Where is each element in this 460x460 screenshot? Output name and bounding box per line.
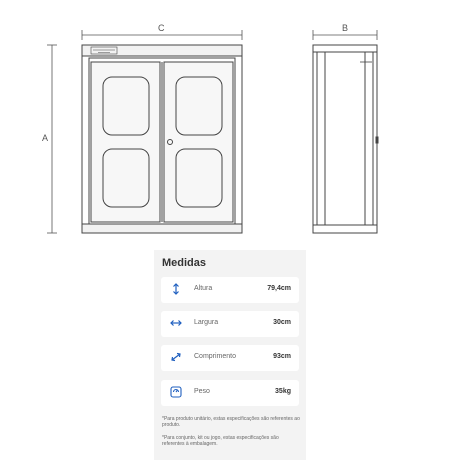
weight-icon: [169, 385, 183, 399]
horizontal-arrows-icon: [169, 316, 183, 330]
measure-value: 35kg: [275, 388, 291, 395]
cabinet-side-view: [313, 45, 378, 233]
measure-label: Comprimento: [194, 353, 237, 360]
measure-value: 93cm: [273, 353, 291, 360]
measure-row-width: [161, 311, 299, 337]
footnote-unit: *Para produto unitário, estas especificações são referentes ao produto.: [162, 416, 300, 428]
dimension-label-a: A: [42, 133, 49, 143]
measures-title: Medidas: [162, 257, 207, 269]
measure-row-length: [161, 345, 299, 371]
left-door: [91, 62, 160, 222]
measure-value: 30cm: [273, 319, 291, 326]
dimension-label-b: B: [342, 23, 349, 33]
vertical-arrows-icon: [169, 282, 183, 296]
cabinet-front-view: [82, 45, 242, 233]
footnote-kit: *Para conjunto, kit ou jogo, estas especificações são referentes à embalagem.: [162, 435, 279, 447]
measures-panel: [154, 250, 306, 460]
measure-label: Largura: [194, 319, 219, 326]
right-door: [164, 62, 233, 222]
measure-row-height: [161, 277, 299, 303]
diagonal-arrows-icon: [169, 350, 183, 364]
measure-value: 79,4cm: [267, 285, 291, 292]
measure-label: Altura: [194, 285, 213, 292]
measure-row-weight: [161, 380, 299, 406]
measure-label: Peso: [194, 388, 210, 395]
dimension-label-c: C: [158, 23, 165, 33]
